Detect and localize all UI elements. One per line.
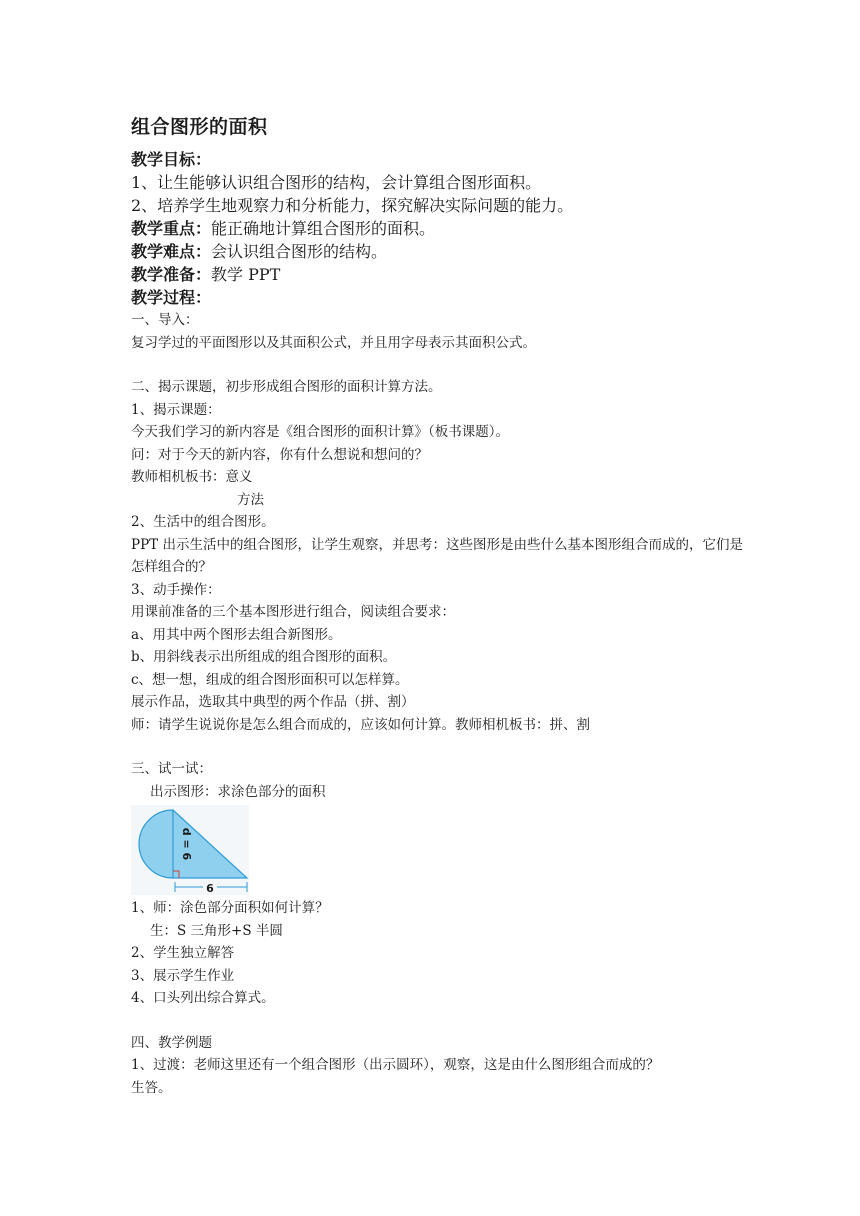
- section2-heading: 二、揭示课题，初步形成组合图形的面积计算方法。: [131, 379, 442, 395]
- focus-line: [131, 217, 751, 240]
- section2-line-2: 今天我们学习的新内容是《组合图形的面积计算》（板书课题）。: [131, 424, 509, 440]
- difficulty-label: 教学难点：: [131, 242, 212, 261]
- section2-line-5: 2、生活中的组合图形。: [131, 514, 275, 530]
- composite-shape-figure: [131, 805, 249, 895]
- section2-line-1: 1、揭示课题：: [131, 401, 221, 418]
- section2-line-9: b、用斜线表示出所组成的组合图形的面积。: [131, 649, 397, 665]
- section2-line-7: 用课前准备的三个基本图形进行组合，阅读组合要求：: [131, 604, 455, 620]
- section2-method: 方法: [237, 491, 264, 508]
- section3-q1: 1、师：涂色部分面积如何计算？: [131, 900, 329, 916]
- section3-show: 出示图形：求涂色部分的面积: [150, 783, 326, 800]
- section3-answer: 生：S 三角形+S 半圆: [150, 922, 283, 939]
- section3-step-2: 2、学生独立解答: [131, 945, 235, 961]
- prep-line: [131, 263, 751, 286]
- spacer: [131, 736, 751, 758]
- document-page: [131, 112, 751, 1099]
- section4-answer: 生答。: [131, 1079, 172, 1096]
- section2-line-12: 师：请学生说说你是怎么组合而成的，应该如何计算。教师相机板书：拼、割: [131, 716, 590, 733]
- section1-text: 复习学过的平面图形以及其面积公式，并且用字母表示其面积公式。: [131, 334, 536, 351]
- spacer: [131, 1010, 751, 1032]
- spacer: [131, 354, 751, 376]
- goals-label: 教学目标：: [131, 150, 212, 169]
- section2-line-10: c、想一想，组成的组合图形面积可以怎样算。: [131, 671, 409, 688]
- section2-line-6: 3、动手操作：: [131, 581, 221, 598]
- height-label: d = 6: [180, 827, 193, 861]
- section3-step-3: 3、展示学生作业: [131, 967, 235, 984]
- base-label: 6: [206, 882, 214, 895]
- section2-line-8: a、用其中两个图形去组合新图形。: [131, 626, 342, 643]
- section2-line-4: 教师相机板书：意义: [131, 469, 253, 485]
- focus-text: 能正确地计算组合图形的面积。: [211, 219, 436, 238]
- section1-heading: 一、导入：: [131, 312, 199, 328]
- goal-item-1: 1、让生能够认识组合图形的结构，会计算组合图形面积。: [131, 173, 542, 192]
- section4-heading: 四、教学例题: [131, 1034, 212, 1051]
- section2-line-3: 问：对于今天的新内容，你有什么想说和想问的？: [131, 446, 428, 463]
- section2-ppt-text: PPT 出示生活中的组合图形，让学生观察，并思考：这些图形是由些什么基本图形组合而成的，它们是怎样组合的？: [131, 536, 743, 575]
- prep-label: 教学准备：: [131, 265, 212, 284]
- process-heading: [131, 286, 751, 309]
- section4-transition: 1、过渡：老师这里还有一个组合图形（出示圆环），观察，这是由什么图形组合而成的？: [131, 1057, 660, 1073]
- section3-heading: 三、试一试：: [131, 761, 212, 777]
- focus-label: 教学重点：: [131, 219, 212, 238]
- process-label: 教学过程：: [131, 288, 212, 307]
- difficulty-line: [131, 240, 751, 263]
- section2-line-11: 展示作品，选取其中典型的两个作品（拼、割）: [131, 694, 415, 710]
- page-title: 组合图形的面积: [131, 116, 268, 138]
- goals-heading: [131, 148, 751, 171]
- difficulty-text: 会认识组合图形的结构。: [211, 242, 388, 261]
- goal-item-2: 2、培养学生地观察力和分析能力，探究解决实际问题的能力。: [131, 196, 574, 215]
- section3-step-4: 4、口头列出综合算式。: [131, 990, 275, 1006]
- prep-text: 教学 PPT: [211, 265, 281, 284]
